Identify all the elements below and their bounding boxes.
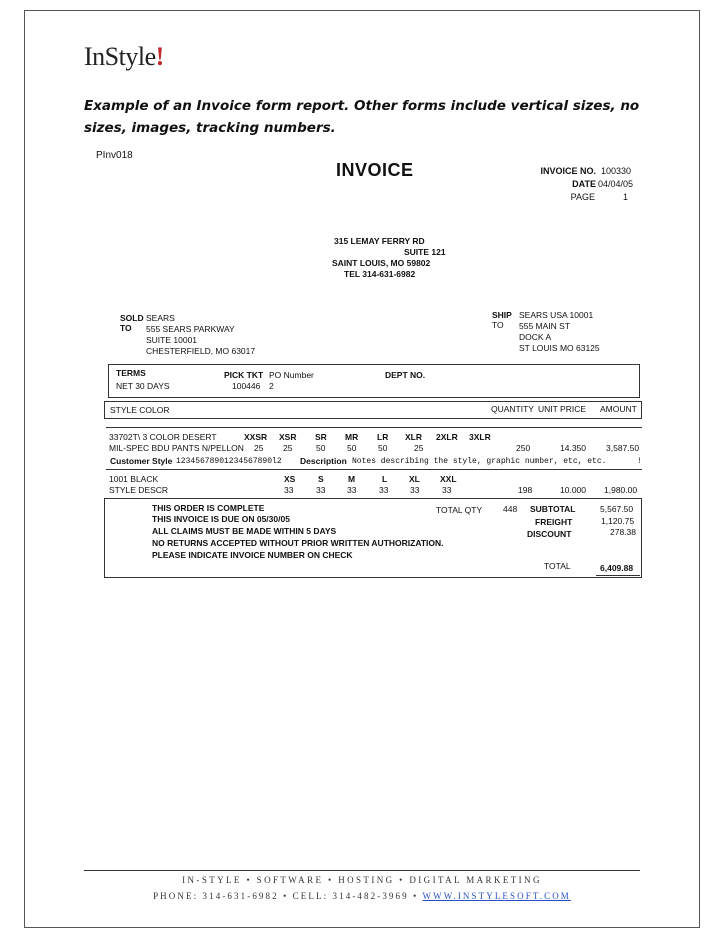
item-rule bbox=[106, 427, 642, 428]
size-header: LR bbox=[377, 432, 389, 442]
item-style: 33702T\ 3 COLOR DESERT bbox=[109, 432, 217, 442]
total-qty-value: 448 bbox=[503, 504, 518, 514]
invoice-no-value: 100330 bbox=[601, 166, 632, 176]
total-value: 6,409.88 bbox=[600, 563, 634, 573]
sold-to-line: 555 SEARS PARKWAY bbox=[146, 324, 235, 334]
size-header: 2XLR bbox=[436, 432, 458, 442]
col-amount: AMOUNT bbox=[600, 404, 637, 414]
size-header: XL bbox=[409, 474, 420, 484]
size-header: XS bbox=[284, 474, 296, 484]
size-qty: 33 bbox=[442, 485, 452, 495]
size-header: MR bbox=[345, 432, 359, 442]
item-description: STYLE DESCR bbox=[109, 485, 169, 495]
subtotal-label: SUBTOTAL bbox=[530, 504, 576, 514]
page-label: PAGE bbox=[570, 192, 595, 202]
sold-to-line: CHESTERFIELD, MO 63017 bbox=[146, 346, 256, 356]
po-number-label: PO Number bbox=[269, 370, 314, 380]
form-id: PInv018 bbox=[96, 150, 133, 161]
item-unit-price: 10.000 bbox=[560, 485, 586, 495]
instyle-logo: InStyle! bbox=[84, 42, 164, 71]
size-header: SR bbox=[315, 432, 327, 442]
invoice-no-label: INVOICE NO. bbox=[540, 166, 596, 176]
item-style: 1001 BLACK bbox=[109, 474, 159, 484]
size-qty: 25 bbox=[414, 443, 424, 453]
caption-text: Example of an Invoice form report. Other forms include vertical sizes, no sizes, images, tracking numbers. bbox=[84, 98, 640, 136]
company-suite: SUITE 121 bbox=[404, 247, 446, 257]
company-street: 315 LEMAY FERRY RD bbox=[334, 236, 425, 246]
customer-style-label: Customer Style bbox=[110, 456, 173, 466]
terms-label: TERMS bbox=[116, 368, 146, 378]
size-qty: 33 bbox=[316, 485, 326, 495]
item-amount: 1,980.00 bbox=[604, 485, 638, 495]
subtotal-value: 5,567.50 bbox=[600, 504, 634, 514]
item-amount: 3,587.50 bbox=[606, 443, 640, 453]
total-underline bbox=[596, 575, 640, 576]
size-qty: 25 bbox=[254, 443, 264, 453]
size-header: XSR bbox=[279, 432, 297, 442]
po-number-value: 2 bbox=[269, 381, 274, 391]
page-value: 1 bbox=[623, 192, 629, 202]
note-line: ALL CLAIMS MUST BE MADE WITHIN 5 DAYS bbox=[152, 526, 337, 536]
website-link[interactable]: WWW.INSTYLESOFT.COM bbox=[422, 891, 571, 901]
size-header: 3XLR bbox=[469, 432, 491, 442]
total-qty-label: TOTAL QTY bbox=[436, 505, 483, 515]
total-label: TOTAL bbox=[544, 561, 571, 571]
size-qty: 50 bbox=[378, 443, 388, 453]
col-quantity: QUANTITY bbox=[491, 404, 534, 414]
size-header: XXL bbox=[440, 474, 457, 484]
sold-label: SOLD bbox=[120, 313, 144, 323]
size-header: XLR bbox=[405, 432, 422, 442]
note-line: NO RETURNS ACCEPTED WITHOUT PRIOR WRITTEN AUTHORIZATION. bbox=[152, 538, 444, 548]
note-line: THIS INVOICE IS DUE ON 05/30/05 bbox=[152, 514, 290, 524]
ship-to-label: TO bbox=[492, 320, 504, 330]
company-tel: TEL 314-631-6982 bbox=[344, 269, 416, 279]
terms-box bbox=[108, 364, 640, 398]
footer-contact bbox=[84, 891, 640, 901]
size-header: M bbox=[348, 474, 356, 484]
invoice-title: INVOICE bbox=[336, 160, 414, 180]
item-unit-price: 14.350 bbox=[560, 443, 586, 453]
sold-to-label: TO bbox=[120, 323, 132, 333]
size-qty: 50 bbox=[316, 443, 326, 453]
terms-value: NET 30 DAYS bbox=[116, 381, 170, 391]
ship-to-line: SEARS USA 10001 bbox=[519, 310, 594, 320]
sold-to-line: SEARS bbox=[146, 313, 175, 323]
pick-ticket-value: 100446 bbox=[232, 381, 261, 391]
size-qty: 33 bbox=[284, 485, 294, 495]
col-unit-price: UNIT PRICE bbox=[538, 404, 587, 414]
item-rule bbox=[106, 469, 642, 470]
date-value: 04/04/05 bbox=[598, 179, 634, 189]
size-qty: 25 bbox=[283, 443, 293, 453]
footer-rule bbox=[84, 870, 640, 871]
size-qty: 50 bbox=[347, 443, 357, 453]
size-qty: 33 bbox=[410, 485, 420, 495]
size-qty: 33 bbox=[379, 485, 389, 495]
description-label: Description bbox=[300, 456, 347, 466]
freight-value: 1,120.75 bbox=[601, 516, 635, 526]
freight-label: FREIGHT bbox=[535, 517, 573, 527]
pick-ticket-label: PICK TKT bbox=[224, 370, 264, 380]
description-value: Notes describing the style, graphic number, etc, etc. bbox=[352, 457, 607, 466]
discount-value: 278.38 bbox=[610, 527, 636, 537]
sold-to-line: SUITE 10001 bbox=[146, 335, 198, 345]
item-quantity: 198 bbox=[518, 485, 533, 495]
footer-services: IN-STYLE • SOFTWARE • HOSTING • DIGITAL MARKETING bbox=[182, 875, 542, 885]
item-description: MIL-SPEC BDU PANTS N/PELLON bbox=[109, 443, 244, 453]
description-trail: ! bbox=[637, 457, 642, 466]
size-header: L bbox=[382, 474, 388, 484]
ship-to-line: DOCK A bbox=[519, 332, 552, 342]
dept-no-label: DEPT NO. bbox=[385, 370, 426, 380]
ship-label: SHIP bbox=[492, 310, 512, 320]
date-label: DATE bbox=[572, 179, 596, 189]
item-quantity: 250 bbox=[516, 443, 531, 453]
ship-to-line: 555 MAIN ST bbox=[519, 321, 571, 331]
discount-label: DISCOUNT bbox=[527, 529, 572, 539]
ship-to-line: ST LOUIS MO 63125 bbox=[519, 343, 600, 353]
note-line: PLEASE INDICATE INVOICE NUMBER ON CHECK bbox=[152, 550, 353, 560]
company-city: SAINT LOUIS, MO 59802 bbox=[332, 258, 431, 268]
note-line: THIS ORDER IS COMPLETE bbox=[152, 503, 265, 513]
customer-style-value: 12345678901234567890l2 bbox=[176, 457, 282, 466]
footer-phones: PHONE: 314-631-6982 • CELL: 314-482-3969 • bbox=[153, 891, 423, 901]
col-style-color: STYLE COLOR bbox=[110, 405, 170, 415]
size-header: S bbox=[318, 474, 324, 484]
size-header: XXSR bbox=[244, 432, 268, 442]
size-qty: 33 bbox=[347, 485, 357, 495]
